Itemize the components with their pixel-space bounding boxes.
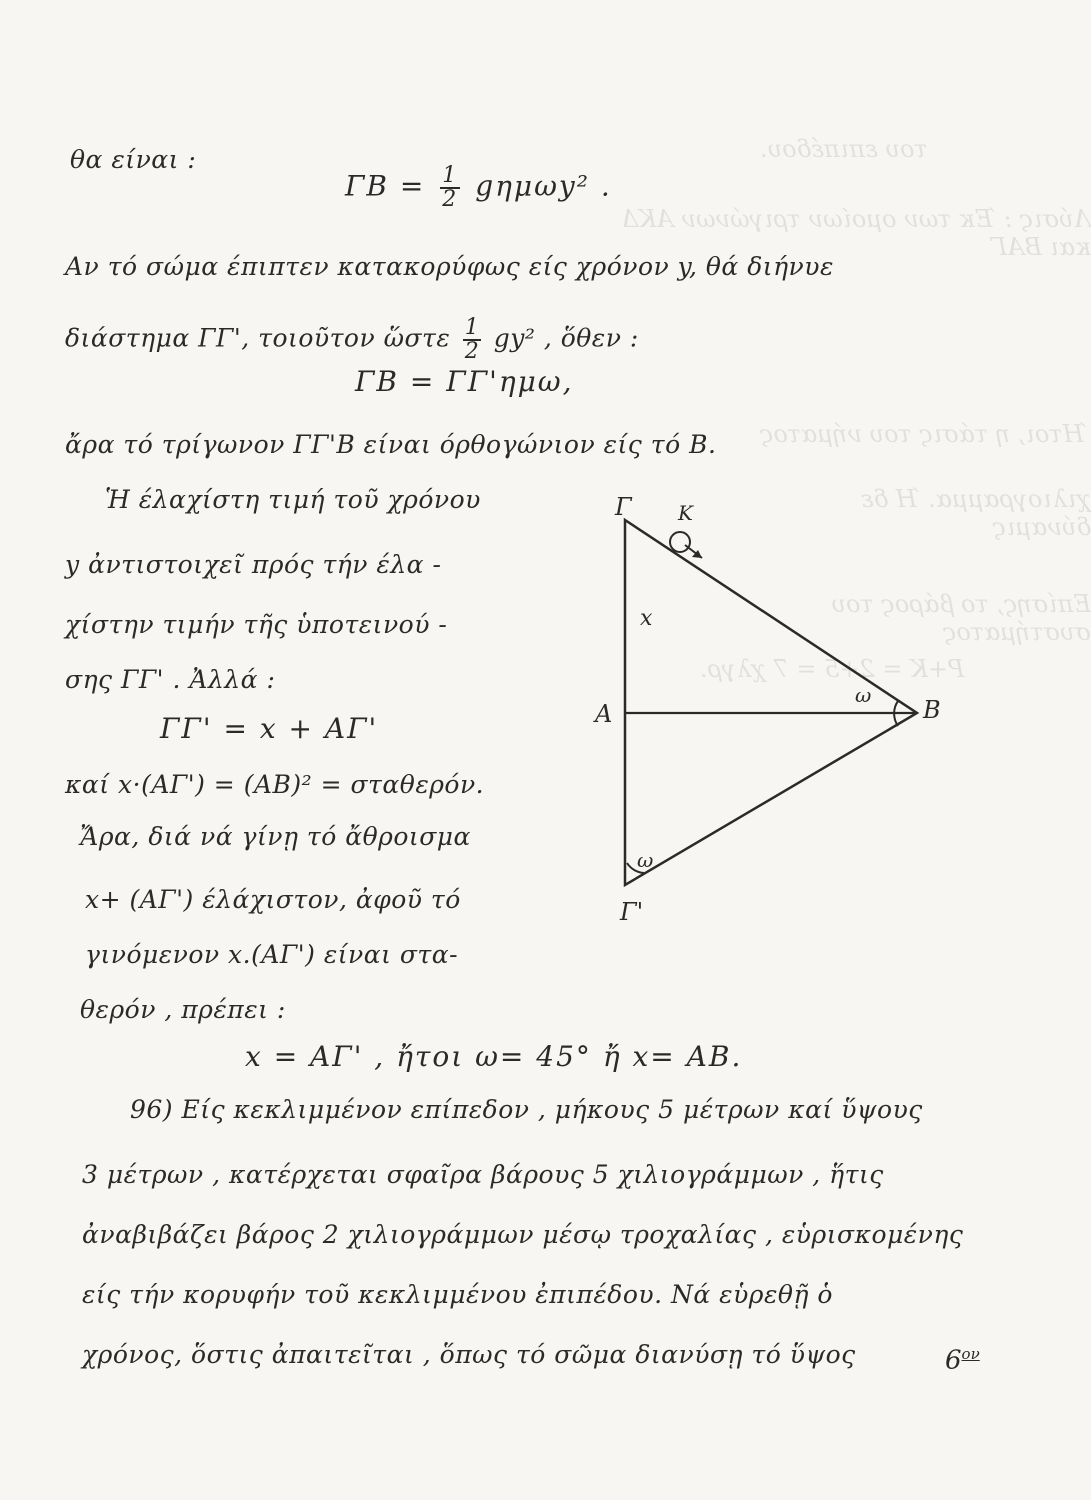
page-number-value: 6 [945, 1345, 962, 1376]
equation-right: gημωy² . [475, 169, 612, 203]
vertex-label-b: B [923, 696, 941, 724]
text-segment: διάστημα ΓΓ', τοιοῦτον ὥστε [65, 323, 451, 353]
bleed-through-text: Λύσις : Έκ των ομοίων τριγώνων ΑΚΔ και ΒΑΓ [621, 205, 1091, 261]
segment-label-x: x [640, 606, 653, 631]
text-line: θερόν , πρέπει : [80, 995, 286, 1024]
text-line: Αν τό σώμα έπιπτεν κατακορύφως είς χρόνον y, θά διήνυε [65, 252, 834, 281]
text-line: σης ΓΓ' . Ἀλλά : [65, 665, 276, 694]
bleed-through-text: P+K = 2+5 = 7 χλγρ. [700, 655, 965, 683]
vertex-label-a: A [595, 700, 613, 728]
text-line: Ἡ έλαχίστη τιμή τοῦ χρόνου [105, 485, 481, 514]
text-line [65, 317, 639, 363]
text-line: y ἀντιστοιχεῖ πρός τήν έλα - [65, 550, 442, 579]
triangle-outline [625, 520, 917, 885]
text-line: ἀναβιβάζει βάρος 2 χιλιογράμμων μέσῳ τροχαλίας , εὑρισκομένης [82, 1220, 964, 1249]
bleed-through-text: Επίσης, το βάρος του συστήματος [831, 590, 1091, 646]
text-line: γινόμενον x.(ΑΓ') είναι στα- [85, 940, 459, 969]
label-k: K [678, 501, 693, 525]
page-number [945, 1345, 980, 1376]
angle-label-omega-top: ω [855, 683, 872, 707]
equation [345, 165, 612, 211]
text-line: καί x·(ΑΓ') = (ΑΒ)² = σταθερόν. [65, 770, 485, 799]
equation-left: ΓΒ = [345, 169, 426, 203]
angle-label-omega-bottom: ω [637, 848, 654, 872]
text-line: θα είναι : [70, 145, 197, 174]
text-line: ἄρα τό τρίγωνον ΓΓ'Β είναι όρθογώνιον είς τό Β. [65, 430, 717, 459]
page-number-suffix: ον [961, 1345, 980, 1363]
text-line: x+ (ΑΓ') έλάχιστον, ἀφοῦ τό [85, 885, 461, 914]
bleed-through-text: Ήτοι, η τάσις του νήματος [760, 420, 1088, 448]
equation: ΓΓ' = x + ΑΓ' [160, 712, 379, 745]
equation: x = ΑΓ' , ἤτοι ω= 45° ἤ x= ΑΒ. [245, 1040, 743, 1073]
equation: ΓΒ = ΓΓ'ημω, [355, 365, 574, 398]
sphere-shape [670, 532, 690, 552]
fraction-numerator: 1 [442, 163, 459, 188]
vertex-label-gamma: Γ [615, 493, 632, 521]
fraction [463, 317, 482, 363]
vertex-label-gamma-prime: Γ' [620, 898, 644, 926]
text-line: 3 μέτρων , κατέρχεται σφαῖρα βάρους 5 χιλιογράμμων , ἥτις [82, 1160, 884, 1189]
bleed-through-text: χιλιογραμμα. Ή δε δύναμις [860, 485, 1091, 541]
text-line: Ἄρα, διά νά γίνῃ τό ἄθροισμα [80, 822, 471, 851]
text-segment: gy² , ὅθεν : [493, 323, 639, 353]
triangle-diagram [580, 490, 970, 940]
text-line: χίστην τιμήν τῆς ὑποτεινού - [65, 610, 448, 639]
text-line: είς τήν κορυφήν τοῦ κεκλιμμένου ἐπιπέδου. Νά εὑρεθῇ ὁ [82, 1280, 833, 1309]
text-line: χρόνος, ὅστις ἀπαιτεῖται , ὅπως τό σῶμα διανύσῃ τό ὕψος [82, 1340, 856, 1369]
bleed-through-text: του επιπέδου. [760, 135, 928, 163]
text-line: 96) Είς κεκλιμμένον επίπεδον , μήκους 5 μέτρων καί ὕψους [130, 1095, 923, 1124]
fraction-numerator: 1 [464, 315, 480, 340]
fraction-denominator: 2 [442, 187, 459, 212]
fraction-denominator: 2 [464, 339, 480, 364]
fraction [440, 165, 460, 211]
